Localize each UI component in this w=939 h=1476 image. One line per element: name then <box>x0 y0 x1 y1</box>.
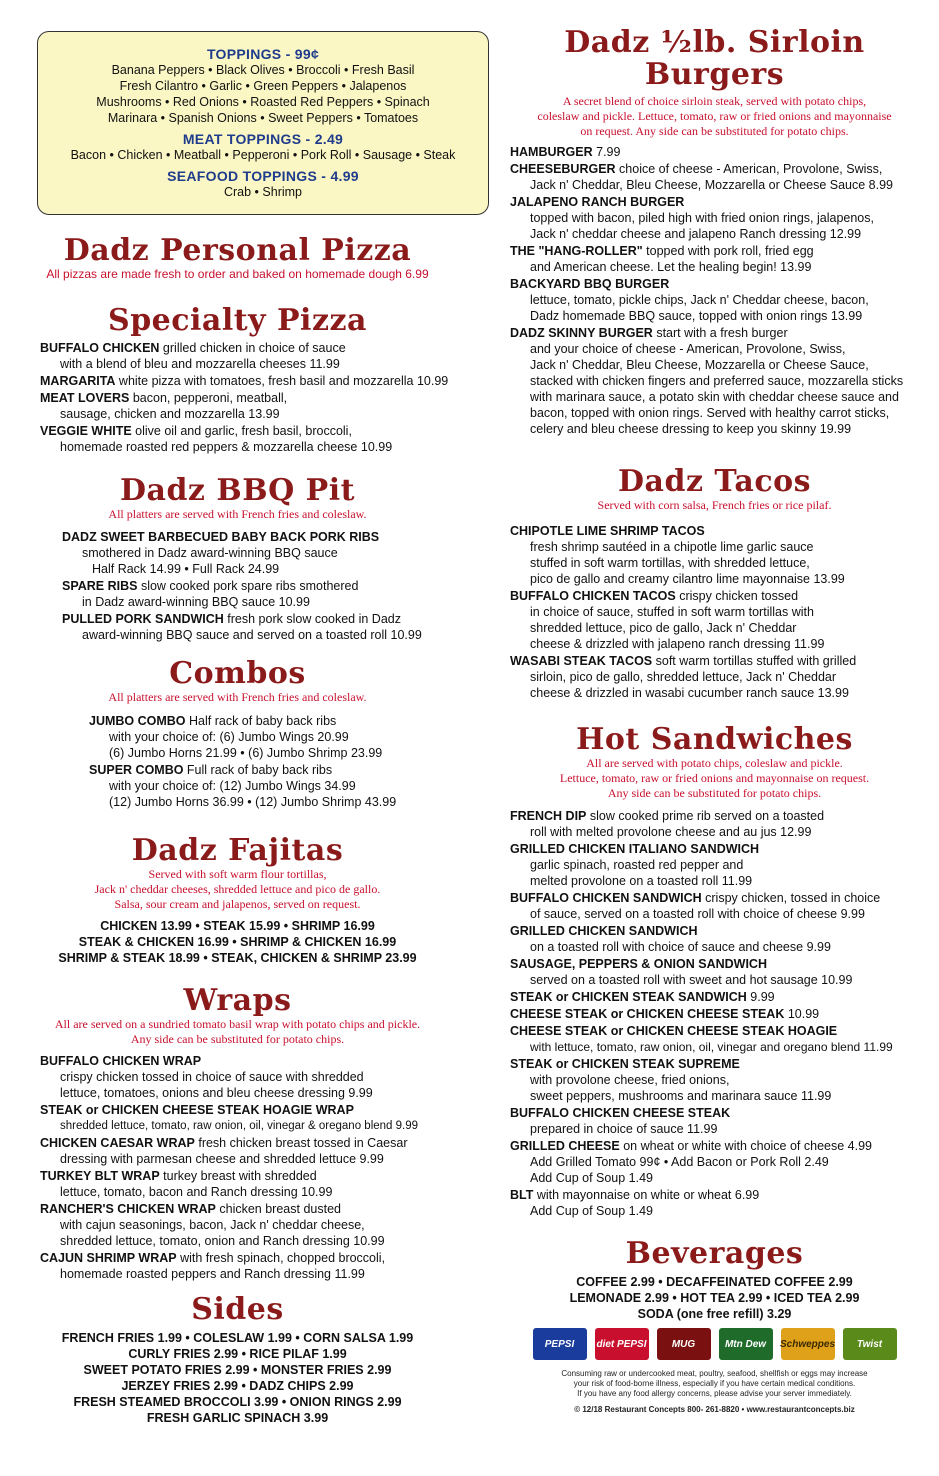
item-name: THE "HANG-ROLLER" <box>510 244 643 258</box>
personal-pizza-subtitle: All pizzas are made fresh to order and baked on homemade dough 6.99 <box>46 267 429 281</box>
item-desc: topped with pork roll, fried egg <box>642 244 814 258</box>
sides-section <box>0 1294 475 1426</box>
item-name: BLT <box>510 1188 534 1202</box>
item-desc: with provolone cheese, fried onions, <box>530 1073 730 1087</box>
sides-line: FRENCH FRIES 1.99 • COLESLAW 1.99 • CORN SALSA 1.99 <box>61 1331 414 1345</box>
sandwiches-section <box>490 724 939 1220</box>
burgers-sub: coleslaw and pickle. Lettuce, tomato, raw or fried onions and mayonnaise <box>537 109 892 123</box>
seafood-toppings-line: Crab • Shrimp <box>223 185 302 199</box>
item-desc: (6) Jumbo Horns 21.99 • (6) Jumbo Shrimp 23.99 <box>109 746 383 760</box>
item-name: CHEESE STEAK or CHICKEN CHEESE STEAK <box>510 1007 785 1021</box>
item-desc: in choice of sauce, stuffed in soft warm tortillas with <box>530 605 814 619</box>
footer-copyright: © 12/18 Restaurant Concepts 800- 261-8820 • www.restaurantconcepts.biz <box>574 1405 855 1414</box>
meat-toppings-title: MEAT TOPPINGS - 2.49 <box>182 131 344 147</box>
item-desc: garlic spinach, roasted red pepper and <box>530 858 744 872</box>
item-desc: with marinara sauce, a potato skin with cheddar cheese sauce and <box>530 390 899 404</box>
menu-item <box>510 1023 939 1055</box>
item-desc: roll with melted provolone cheese and au jus 12.99 <box>530 825 812 839</box>
item-desc: with your choice of: (12) Jumbo Wings 34.99 <box>109 779 356 793</box>
item-name: GRILLED CHICKEN ITALIANO SANDWICH <box>510 842 760 856</box>
toppings-line: Banana Peppers • Black Olives • Broccoli • Fresh Basil <box>111 63 415 77</box>
item-name: BUFFALO CHICKEN <box>40 341 160 355</box>
item-desc: pico de gallo and creamy cilantro lime mayonnaise 13.99 <box>530 572 845 586</box>
burgers-title: Dadz ½lb. Sirloin <box>564 25 865 60</box>
fajitas-sub: Jack n' cheddar cheeses, shredded lettuce and pico de gallo. <box>94 882 381 896</box>
schweppes-logo-icon: Schweppes <box>781 1328 835 1360</box>
sides-line: FRESH STEAMED BROCCOLI 3.99 • ONION RINGS 2.99 <box>73 1395 402 1409</box>
sides-line: SWEET POTATO FRIES 2.99 • MONSTER FRIES 2.99 <box>83 1363 392 1377</box>
mug-logo-icon: MUG <box>657 1328 711 1360</box>
beverage-line: LEMONADE 2.99 • HOT TEA 2.99 • ICED TEA 2.99 <box>569 1291 860 1305</box>
sides-line: FRESH GARLIC SPINACH 3.99 <box>146 1411 329 1425</box>
menu-item <box>40 1168 475 1200</box>
wraps-section <box>0 985 475 1283</box>
item-desc: Full rack of baby back ribs <box>183 763 333 777</box>
menu-item <box>510 1056 939 1104</box>
tacos-title: Dadz Tacos <box>618 464 811 499</box>
item-desc: (12) Jumbo Horns 36.99 • (12) Jumbo Shrimp 43.99 <box>109 795 397 809</box>
combos-subtitle: All platters are served with French fries and coleslaw. <box>108 690 367 704</box>
item-desc: Add Cup of Soup 1.49 <box>530 1204 654 1218</box>
item-price: Half Rack 14.99 • Full Rack 24.99 <box>92 562 280 576</box>
wraps-sub: All are served on a sundried tomato basil wrap with potato chips and pickle. <box>54 1017 421 1031</box>
item-name: STEAK or CHICKEN CHEESE STEAK HOAGIE WRAP <box>40 1103 354 1117</box>
fajitas-price-line: STEAK & CHICKEN 16.99 • SHRIMP & CHICKEN 16.99 <box>78 935 397 949</box>
item-desc: with a blend of bleu and mozzarella cheeses 11.99 <box>60 357 340 371</box>
item-desc: sweet peppers, mushrooms and marinara sauce 11.99 <box>530 1089 832 1103</box>
personal-pizza-section <box>0 235 475 281</box>
item-desc: lettuce, tomatoes, onions and bleu cheese dressing 9.99 <box>60 1086 373 1100</box>
item-desc: dressing with parmesan cheese and shredded lettuce 9.99 <box>60 1152 384 1166</box>
item-desc: crispy chicken tossed <box>675 589 799 603</box>
menu-item <box>510 161 939 193</box>
menu-item <box>510 1006 939 1022</box>
item-desc: sirloin, pico de gallo, shredded lettuce, Jack n' Cheddar <box>530 670 837 684</box>
item-desc: stuffed in soft warm tortillas, with shredded lettuce, <box>530 556 810 570</box>
menu-item <box>40 340 475 372</box>
item-name: BUFFALO CHICKEN TACOS <box>510 589 676 603</box>
menu-item <box>510 194 939 242</box>
seafood-toppings-title: SEAFOOD TOPPINGS - 4.99 <box>167 168 359 184</box>
item-desc: bacon, topped with onion rings. Served with healthy carrot sticks, <box>530 406 890 420</box>
sides-title: Sides <box>191 1292 284 1327</box>
burgers-section <box>490 27 939 438</box>
fajitas-sub: Salsa, sour cream and jalapenos, served on request. <box>114 897 361 911</box>
fajitas-section <box>0 835 475 966</box>
item-desc: fresh chicken breast tossed in Caesar <box>194 1136 408 1150</box>
item-name: CAJUN SHRIMP WRAP <box>40 1251 177 1265</box>
twist-logo-icon: Twist <box>843 1328 897 1360</box>
item-name: SUPER COMBO <box>89 763 184 777</box>
food-warning: If you have any food allergy concerns, please advise your server immediately. <box>577 1389 852 1398</box>
menu-item <box>510 1138 939 1186</box>
item-desc: Jack n' cheddar cheese and jalapeno Ranch dressing 12.99 <box>530 227 862 241</box>
menu-item <box>510 808 939 840</box>
bbq-section <box>0 475 475 644</box>
item-name: SAUSAGE, PEPPERS & ONION SANDWICH <box>510 957 767 971</box>
item-desc: Jack n' Cheddar, Bleu Cheese, Mozzarella or Cheese Sauce 8.99 <box>530 178 894 192</box>
toppings-box <box>37 31 489 215</box>
menu-item <box>40 1250 475 1282</box>
item-desc: fresh pork slow cooked in Dadz <box>223 612 401 626</box>
menu-item <box>510 1187 939 1219</box>
sandwiches-sub: Any side can be substituted for potato chips. <box>607 786 822 800</box>
item-desc: lettuce, tomato, pickle chips, Jack n' Cheddar cheese, bacon, <box>530 293 869 307</box>
menu-item <box>510 956 939 988</box>
toppings-line: Fresh Cilantro • Garlic • Green Peppers • Jalapenos <box>119 79 407 93</box>
diet-pepsi-logo-icon: diet PEPSI <box>595 1328 649 1360</box>
item-name: VEGGIE WHITE <box>40 424 132 438</box>
menu-item <box>40 1201 475 1249</box>
item-name: FRENCH DIP <box>510 809 587 823</box>
item-name: BUFFALO CHICKEN CHEESE STEAK <box>510 1106 731 1120</box>
item-name: SPARE RIBS <box>62 579 138 593</box>
menu-item <box>510 588 939 652</box>
wraps-title: Wraps <box>183 983 292 1018</box>
item-desc: on a toasted roll with choice of sauce and cheese 9.99 <box>530 940 831 954</box>
item-desc: Add Cup of Soup 1.49 <box>530 1171 654 1185</box>
item-name: CHEESEBURGER <box>510 162 616 176</box>
pepsi-logo-icon: PEPSI <box>533 1328 587 1360</box>
meat-toppings-line: Bacon • Chicken • Meatball • Pepperoni • Pork Roll • Sausage • Steak <box>70 148 456 162</box>
sandwiches-sub: All are served with potato chips, coleslaw and pickle. <box>586 756 843 770</box>
beverage-line: SODA (one free refill) 3.29 <box>637 1307 792 1321</box>
soda-logos <box>490 1328 939 1360</box>
item-desc: lettuce, tomato, bacon and Ranch dressing 10.99 <box>60 1185 333 1199</box>
item-desc: slow cooked prime rib served on a toasted <box>586 809 825 823</box>
item-desc: Half rack of baby back ribs <box>185 714 337 728</box>
mtn-dew-logo-icon: Mtn Dew <box>719 1328 773 1360</box>
toppings-line: Marinara • Spanish Onions • Sweet Peppers • Tomatoes <box>107 111 419 125</box>
item-desc: Dadz homemade BBQ sauce, topped with onion rings 13.99 <box>530 309 863 323</box>
beverage-line: COFFEE 2.99 • DECAFFEINATED COFFEE 2.99 <box>576 1275 853 1289</box>
item-desc: bacon, pepperoni, meatball, <box>129 391 288 405</box>
item-name: GRILLED CHEESE <box>510 1139 620 1153</box>
sandwiches-sub: Lettuce, tomato, raw or fried onions and mayonnaise on request. <box>559 771 870 785</box>
specialty-pizza-section <box>0 305 475 456</box>
wraps-sub: Any side can be substituted for potato chips. <box>130 1032 345 1046</box>
item-desc: and American cheese. Let the healing begin! 13.99 <box>530 260 812 274</box>
item-name: WASABI STEAK TACOS <box>510 654 653 668</box>
item-desc: fresh shrimp sautéed in a chipotle lime garlic sauce <box>530 540 814 554</box>
item-desc: shredded lettuce, tomato, raw onion, oil, vinegar & oregano blend 9.99 <box>60 1120 419 1132</box>
item-name: DADZ SKINNY BURGER <box>510 326 653 340</box>
tacos-section <box>490 466 939 702</box>
menu-item <box>510 276 939 324</box>
menu-item <box>510 1105 939 1137</box>
menu-item <box>510 144 939 160</box>
menu-item <box>510 653 939 701</box>
menu-item <box>510 890 939 922</box>
tacos-subtitle: Served with corn salsa, French fries or rice pilaf. <box>597 498 832 512</box>
toppings-line: Mushrooms • Red Onions • Roasted Red Peppers • Spinach <box>96 95 430 109</box>
item-desc: grilled chicken in choice of sauce <box>159 341 346 355</box>
item-price: 9.99 <box>746 990 775 1004</box>
item-desc: crispy chicken tossed in choice of sauce with shredded <box>60 1070 364 1084</box>
item-name: JALAPENO RANCH BURGER <box>510 195 685 209</box>
item-desc: celery and bleu cheese dressing to keep you skinny 19.99 <box>530 422 852 436</box>
item-name: STEAK or CHICKEN STEAK SANDWICH <box>510 990 747 1004</box>
item-name: CHEESE STEAK or CHICKEN CHEESE STEAK HOAGIE <box>510 1024 838 1038</box>
burgers-title-line2: Burgers <box>644 57 785 92</box>
item-name: BACKYARD BBQ BURGER <box>510 277 670 291</box>
bbq-title: Dadz BBQ Pit <box>119 473 355 508</box>
item-desc: and your choice of cheese - American, Provolone, Swiss, <box>530 342 846 356</box>
item-name: JUMBO COMBO <box>89 714 186 728</box>
item-desc: choice of cheese - American, Provolone, Swiss, <box>615 162 883 176</box>
item-desc: sausage, chicken and mozzarella 13.99 <box>60 407 280 421</box>
food-warning: Consuming raw or undercooked meat, poultry, seafood, shellfish or eggs may increase <box>561 1369 868 1378</box>
item-desc: cheese & drizzled in wasabi cucumber ranch sauce 13.99 <box>530 686 849 700</box>
burgers-sub: on request. Any side can be substituted for potato chips. <box>580 124 849 138</box>
item-name: BUFFALO CHICKEN WRAP <box>40 1054 202 1068</box>
menu-item <box>40 373 475 389</box>
personal-pizza-title: Dadz Personal Pizza <box>63 233 412 268</box>
fajitas-price-line: SHRIMP & STEAK 18.99 • STEAK, CHICKEN & SHRIMP 23.99 <box>58 951 417 965</box>
item-name: PULLED PORK SANDWICH <box>62 612 224 626</box>
menu-item <box>510 989 939 1005</box>
menu-item <box>62 611 475 643</box>
menu-item <box>62 578 475 610</box>
item-name: STEAK or CHICKEN STEAK SUPREME <box>510 1057 740 1071</box>
burgers-sub: A secret blend of choice sirloin steak, served with potato chips, <box>562 94 867 108</box>
item-desc: melted provolone on a toasted roll 11.99 <box>530 874 753 888</box>
item-name: MARGARITA <box>40 374 116 388</box>
item-desc: turkey breast with shredded <box>159 1169 317 1183</box>
menu-item <box>510 923 939 955</box>
item-desc: stacked with chicken fingers and preferred sauce, mozzarella sticks <box>530 374 904 388</box>
item-desc: olive oil and garlic, fresh basil, broccoli, <box>131 424 352 438</box>
item-desc: topped with bacon, piled high with fried onion rings, jalapenos, <box>530 211 874 225</box>
item-desc: award-winning BBQ sauce and served on a toasted roll 10.99 <box>82 628 422 642</box>
item-name: GRILLED CHICKEN SANDWICH <box>510 924 698 938</box>
item-desc: with cajun seasonings, bacon, Jack n' cheddar cheese, <box>60 1218 365 1232</box>
item-desc: soft warm tortillas stuffed with grilled <box>652 654 857 668</box>
item-price: 7.99 <box>592 145 621 159</box>
menu-item <box>510 841 939 889</box>
item-desc: start with a fresh burger <box>652 326 788 340</box>
item-desc: served on a toasted roll with sweet and hot sausage 10.99 <box>530 973 853 987</box>
item-name: TURKEY BLT WRAP <box>40 1169 160 1183</box>
item-desc: with your choice of: (6) Jumbo Wings 20.99 <box>109 730 349 744</box>
item-name: HAMBURGER <box>510 145 593 159</box>
combos-title: Combos <box>169 656 306 691</box>
item-name: DADZ SWEET BARBECUED BABY BACK PORK RIBS <box>62 530 380 544</box>
menu-item <box>40 1135 475 1167</box>
menu-item <box>510 523 939 587</box>
sandwiches-title: Hot Sandwiches <box>576 722 853 757</box>
menu-item <box>89 762 475 810</box>
item-desc: on wheat or white with choice of cheese 4.99 <box>619 1139 872 1153</box>
beverages-section <box>490 1238 939 1414</box>
food-warning: your risk of food-borne illness, especially if you have certain medical conditions. <box>573 1379 856 1388</box>
item-desc: in Dadz award-winning BBQ sauce 10.99 <box>82 595 310 609</box>
item-name: CHICKEN CAESAR WRAP <box>40 1136 195 1150</box>
item-desc: of sauce, served on a toasted roll with choice of cheese 9.99 <box>530 907 865 921</box>
fajitas-price-line: CHICKEN 13.99 • STEAK 15.99 • SHRIMP 16.99 <box>100 919 375 933</box>
menu-item <box>40 1102 475 1134</box>
item-price: 10.99 <box>784 1007 820 1021</box>
sides-line: JERZEY FRIES 2.99 • DADZ CHIPS 2.99 <box>121 1379 354 1393</box>
item-desc: with fresh spinach, chopped broccoli, <box>176 1251 386 1265</box>
menu-item <box>89 713 475 761</box>
item-desc: white pizza with tomatoes, fresh basil and mozzarella 10.99 <box>115 374 449 388</box>
item-desc: shredded lettuce, pico de gallo, Jack n' Cheddar <box>530 621 797 635</box>
item-desc: homemade roasted peppers and Ranch dressing 11.99 <box>60 1267 365 1281</box>
item-desc: prepared in choice of sauce 11.99 <box>530 1122 718 1136</box>
item-desc: smothered in Dadz award-winning BBQ sauce <box>82 546 338 560</box>
item-desc: crispy chicken, tossed in choice <box>701 891 881 905</box>
item-desc: with lettuce, tomato, raw onion, oil, vinegar and oregano blend 11.99 <box>530 1040 893 1054</box>
item-desc: cheese & drizzled with jalapeno ranch dressing 11.99 <box>530 637 825 651</box>
toppings-title: TOPPINGS - 99¢ <box>206 46 320 62</box>
menu-item <box>40 390 475 422</box>
item-desc: slow cooked pork spare ribs smothered <box>137 579 359 593</box>
specialty-pizza-title: Specialty Pizza <box>108 303 367 338</box>
item-desc: chicken breast dusted <box>215 1202 341 1216</box>
menu-item <box>510 325 939 437</box>
fajitas-title: Dadz Fajitas <box>131 833 344 868</box>
item-name: BUFFALO CHICKEN SANDWICH <box>510 891 702 905</box>
item-desc: shredded lettuce, tomato, onion and Ranch dressing 10.99 <box>60 1234 385 1248</box>
item-name: RANCHER'S CHICKEN WRAP <box>40 1202 216 1216</box>
menu-item <box>62 529 475 577</box>
item-desc: Add Grilled Tomato 99¢ • Add Bacon or Pork Roll 2.49 <box>530 1155 829 1169</box>
fajitas-sub: Served with soft warm flour tortillas, <box>148 867 327 881</box>
bbq-subtitle: All platters are served with French fries and coleslaw. <box>108 507 367 521</box>
menu-item <box>40 1053 475 1101</box>
item-name: MEAT LOVERS <box>40 391 130 405</box>
beverages-title: Beverages <box>625 1236 804 1271</box>
menu-item <box>40 423 475 455</box>
menu-item <box>510 243 939 275</box>
item-name: CHIPOTLE LIME SHRIMP TACOS <box>510 524 705 538</box>
item-desc: with mayonnaise on white or wheat 6.99 <box>533 1188 760 1202</box>
item-desc: Jack n' Cheddar, Bleu Cheese, Mozzarella or Cheese Sauce, <box>530 358 869 372</box>
item-desc: homemade roasted red peppers & mozzarella cheese 10.99 <box>60 440 393 454</box>
combos-section <box>0 658 475 811</box>
sides-line: CURLY FRIES 2.99 • RICE PILAF 1.99 <box>128 1347 347 1361</box>
